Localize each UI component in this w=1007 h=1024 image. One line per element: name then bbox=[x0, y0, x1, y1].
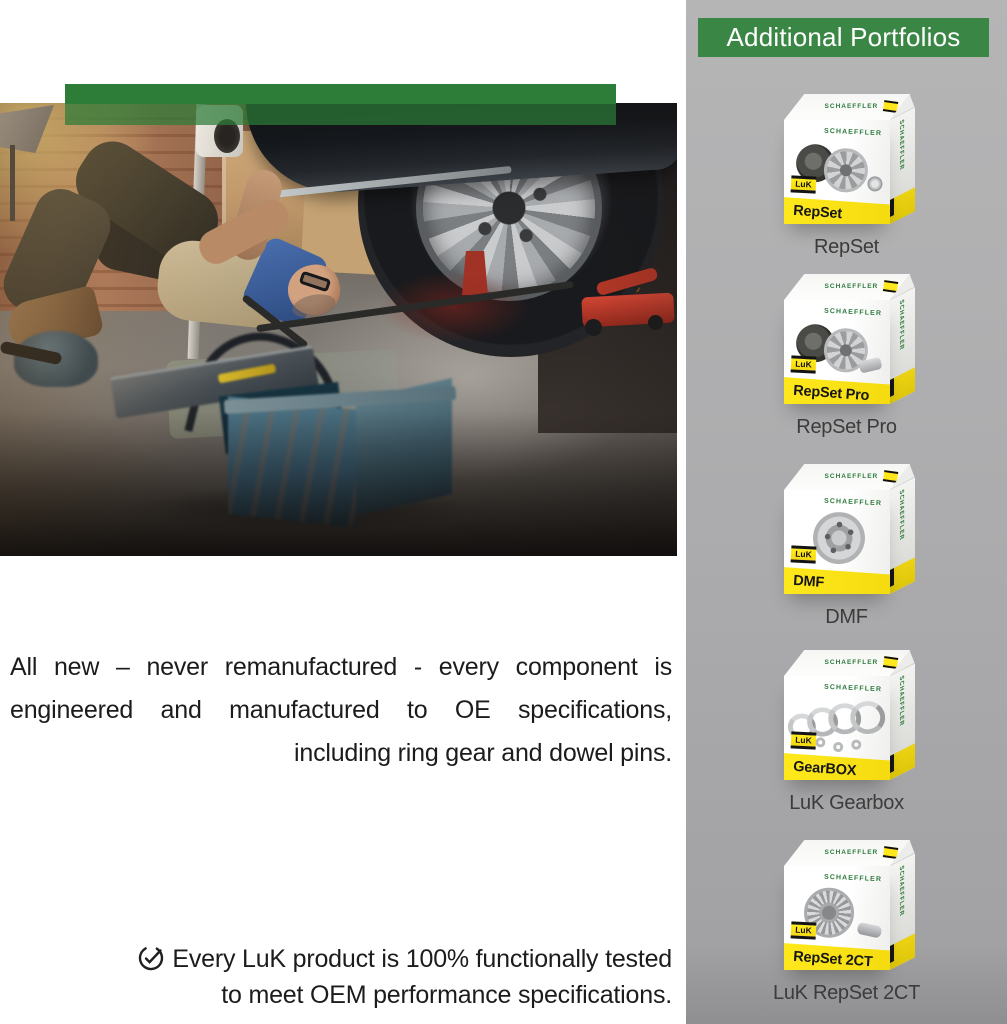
box-front-face bbox=[784, 866, 890, 970]
brand-label: SCHAEFFLER bbox=[897, 674, 904, 729]
luk-logo-mark bbox=[882, 656, 897, 669]
brand-label: SCHAEFFLER bbox=[897, 298, 904, 353]
box-front-face bbox=[784, 300, 890, 404]
luk-logo-mark bbox=[882, 846, 897, 859]
luk-logo: LuK bbox=[790, 921, 816, 939]
product-band bbox=[784, 567, 890, 594]
brand-label: SCHAEFFLER bbox=[824, 849, 878, 856]
brand-label: SCHAEFFLER bbox=[824, 127, 883, 138]
side-band bbox=[890, 743, 915, 780]
green-banner bbox=[65, 84, 616, 104]
paragraph-line: engineered and manufactured to OE specifications, bbox=[10, 696, 672, 724]
luk-logo-mark bbox=[882, 470, 897, 483]
box-top-face bbox=[784, 94, 910, 120]
green-banner-overlay bbox=[65, 104, 616, 125]
portfolio-sidebar bbox=[686, 0, 1007, 1024]
side-band bbox=[890, 557, 915, 594]
luk-logo-mark bbox=[890, 198, 894, 217]
box-side-face bbox=[890, 107, 915, 224]
luk-logo-mark bbox=[882, 100, 897, 113]
box-top-face bbox=[784, 274, 910, 300]
garage-photo bbox=[0, 103, 677, 556]
product-caption: LuK RepSet 2CT bbox=[773, 982, 920, 1004]
side-band bbox=[890, 933, 915, 970]
box-top-face bbox=[784, 840, 910, 866]
product-caption: DMF bbox=[825, 606, 868, 628]
side-band bbox=[890, 367, 915, 404]
box-top-face bbox=[784, 650, 910, 676]
brand-label: SCHAEFFLER bbox=[824, 683, 883, 694]
paragraph-line: including ring gear and dowel pins. bbox=[294, 739, 672, 767]
box-top-face bbox=[784, 464, 910, 490]
brand-label: SCHAEFFLER bbox=[824, 497, 883, 508]
quality-note bbox=[80, 941, 672, 1013]
product-box-repset bbox=[769, 94, 925, 226]
luk-logo-mark bbox=[882, 280, 897, 293]
box-front-face bbox=[784, 490, 890, 594]
product-box-repset-pro bbox=[769, 274, 925, 406]
brand-label: SCHAEFFLER bbox=[824, 473, 878, 480]
product-band-label: RepSet Pro bbox=[792, 382, 870, 404]
product-band-label: DMF bbox=[792, 572, 825, 591]
portfolio-item-repset-pro bbox=[686, 274, 1007, 439]
portfolio-header: Additional Portfolios bbox=[698, 18, 989, 57]
note-line bbox=[80, 941, 672, 977]
paragraph-line: All new – never remanufactured - every component is bbox=[10, 653, 672, 681]
portfolio-item-gearbox bbox=[686, 650, 1007, 815]
note-text: Every LuK product is 100% functionally tested bbox=[172, 945, 672, 973]
luk-logo-mark bbox=[890, 568, 894, 587]
luk-logo-mark bbox=[890, 378, 894, 397]
brand-label: SCHAEFFLER bbox=[897, 864, 904, 919]
box-side-face bbox=[890, 477, 915, 594]
portfolio-item-repset-2ct bbox=[686, 840, 1007, 1005]
luk-logo: LuK bbox=[790, 731, 816, 749]
portfolio-item-repset bbox=[686, 94, 1007, 259]
product-box-gearbox bbox=[769, 650, 925, 782]
brand-label: SCHAEFFLER bbox=[897, 488, 904, 543]
box-side-face bbox=[890, 287, 915, 404]
box-side-face bbox=[890, 663, 915, 780]
product-caption: RepSet bbox=[814, 236, 879, 258]
product-caption: LuK Gearbox bbox=[789, 792, 904, 814]
side-band bbox=[890, 187, 915, 224]
box-side-face bbox=[890, 853, 915, 970]
note-line: to meet OEM performance specifications. bbox=[221, 981, 672, 1009]
brand-label: SCHAEFFLER bbox=[824, 283, 878, 290]
luk-logo: LuK bbox=[790, 175, 816, 193]
intro-paragraph bbox=[10, 646, 672, 775]
product-caption: RepSet Pro bbox=[796, 416, 897, 438]
brand-label: SCHAEFFLER bbox=[824, 659, 878, 666]
brand-label: SCHAEFFLER bbox=[897, 118, 904, 173]
luk-logo: LuK bbox=[790, 545, 816, 563]
product-band bbox=[784, 753, 890, 780]
product-band bbox=[784, 197, 890, 224]
check-circle-icon bbox=[137, 944, 165, 972]
product-band-label: RepSet 2CT bbox=[792, 948, 873, 970]
product-band bbox=[784, 943, 890, 970]
box-front-face bbox=[784, 120, 890, 224]
box-front-face bbox=[784, 676, 890, 780]
product-box-dmf bbox=[769, 464, 925, 596]
brand-label: SCHAEFFLER bbox=[824, 307, 883, 318]
product-band bbox=[784, 377, 890, 404]
product-box-repset-2ct bbox=[769, 840, 925, 972]
luk-logo: LuK bbox=[790, 355, 816, 373]
luk-logo-mark bbox=[890, 754, 894, 773]
brand-label: SCHAEFFLER bbox=[824, 103, 878, 110]
portfolio-item-dmf bbox=[686, 464, 1007, 629]
luk-logo-mark bbox=[890, 944, 894, 963]
product-band-label: GearBOX bbox=[792, 758, 857, 780]
photo-vignette bbox=[0, 103, 677, 556]
brand-label: SCHAEFFLER bbox=[824, 873, 883, 884]
product-band-label: RepSet bbox=[792, 202, 842, 223]
